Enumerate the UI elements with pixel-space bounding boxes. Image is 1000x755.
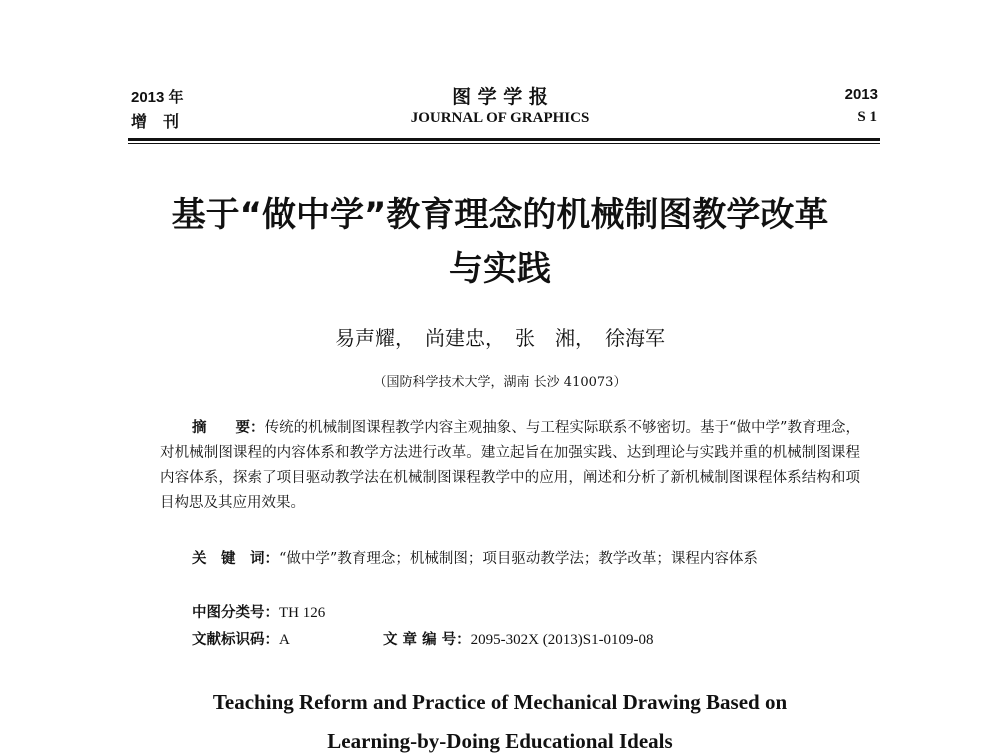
classification-label: 中图分类号：	[192, 605, 279, 621]
article-title-cn-line1: 基于“做中学”教育理念的机械制图教学改革	[171, 195, 829, 235]
article-number-label: 文 章 编 号：	[383, 632, 471, 648]
article-title-en-line1: Teaching Reform and Practice of Mechanical Drawing Based on	[212, 690, 788, 714]
article-number-value: 2095-302X (2013)S1-0109-08	[470, 632, 654, 648]
journal-name-cn: 图 学 学 报	[452, 86, 548, 108]
classification-value: TH 126	[279, 605, 326, 621]
keywords-text: “做中学”教育理念；机械制图；项目驱动教学法；教学改革；课程内容体系	[279, 551, 758, 567]
journal-issue-right: S 1	[857, 109, 877, 125]
article-title-cn-line2: 与实践	[449, 249, 551, 289]
authors: 易声耀， 尚建忠， 张 湘， 徐海军	[335, 326, 665, 350]
document-code-label: 文献标识码：	[192, 632, 279, 648]
header-rule-thin	[128, 143, 880, 144]
abstract-label: 摘 要：	[192, 420, 265, 436]
article-number	[383, 628, 654, 649]
document-code	[192, 628, 290, 649]
keywords-label: 关 键 词：	[192, 551, 279, 567]
classification	[192, 601, 325, 622]
header-rule-thick	[128, 138, 880, 141]
document-code-value: A	[279, 632, 290, 648]
journal-year-right: 2013	[844, 86, 878, 103]
article-title-en-line2: Learning-by-Doing Educational Ideals	[327, 729, 673, 753]
journal-issue-left: 增 刊	[131, 114, 180, 131]
keywords	[160, 546, 860, 573]
journal-name-en: JOURNAL OF GRAPHICS	[410, 110, 590, 126]
abstract-text: 传统的机械制图课程教学内容主观抽象、与工程实际联系不够密切。基于“做中学”教育理念，对机械制图课程的内容体系和教学方法进行改革。建立起旨在加强实践、达到理论与实践并重的机械制图课程内容体系，探索了项目驱动教学法在机械制图课程教学中的应用，阐述和分析了新机械制图课程体系结构和项目构思及其应用效果。	[160, 420, 860, 511]
affiliation: （国防科学技术大学，湖南 长沙 410073）	[373, 375, 627, 390]
journal-year-left: 2013 年	[131, 89, 184, 106]
abstract	[160, 416, 860, 516]
